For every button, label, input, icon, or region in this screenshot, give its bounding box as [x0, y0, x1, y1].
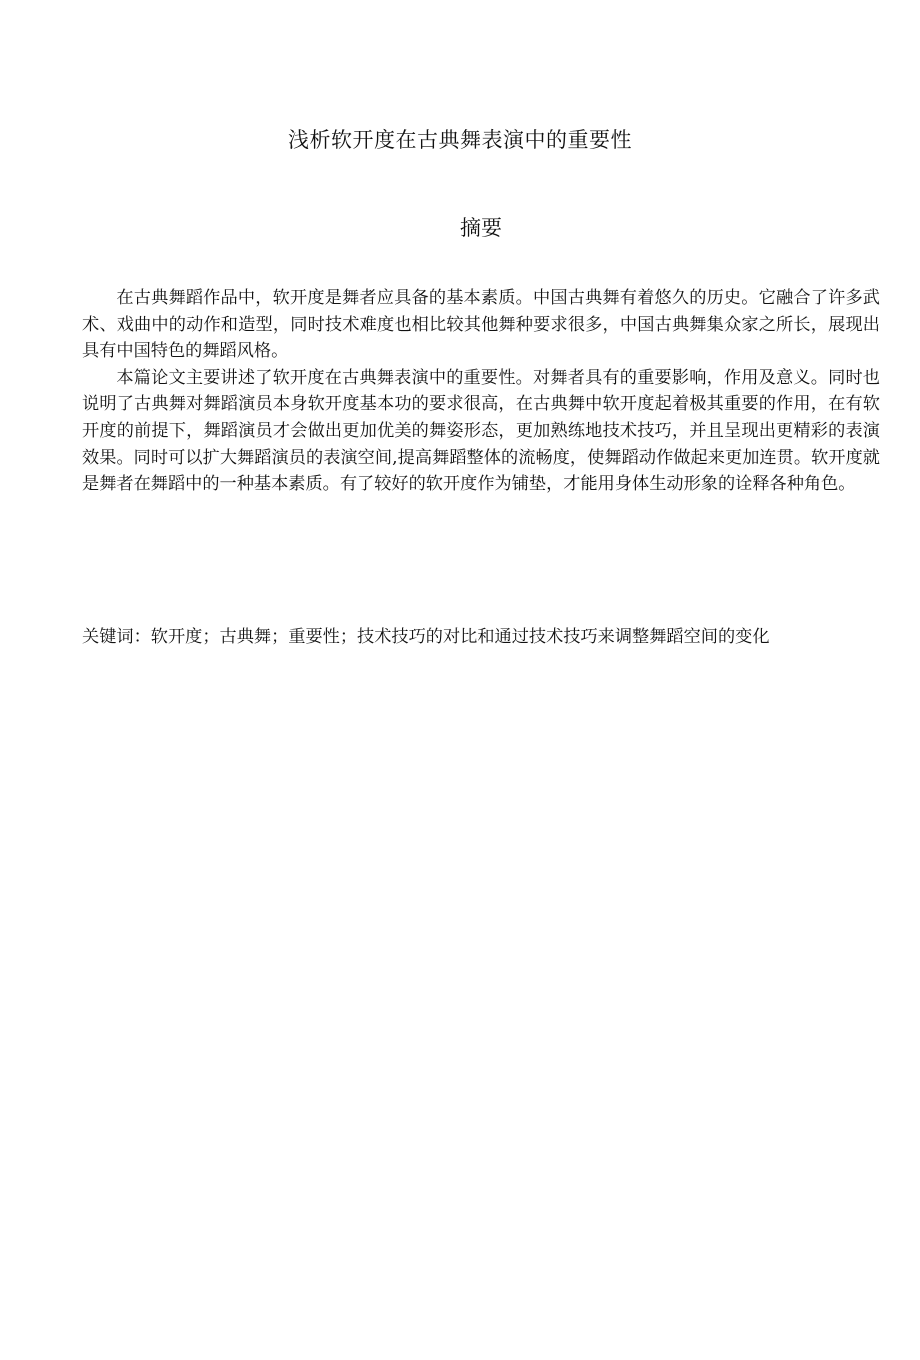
abstract-paragraph-2: 本篇论文主要讲述了软开度在古典舞表演中的重要性。对舞者具有的重要影响，作用及意义。同时也说明了古典舞对舞蹈演员本身软开度基本功的要求很高，在古典舞中软开度起着极其重要的作用，在有软开度的前提下，舞蹈演员才会做出更加优美的舞姿形态，更加熟练地技术技巧，并且呈现出更精彩的表演效果。同时可以扩大舞蹈演员的表演空间,提高舞蹈整体的流畅度，使舞蹈动作做起来更加连贯。软开度就是舞者在舞蹈中的一种基本素质。有了较好的软开度作为铺垫，才能用身体生动形象的诠释各种角色。 [82, 367, 880, 495]
abstract-heading: 摘要 [460, 216, 502, 240]
keywords-line: 关键词：软开度；古典舞；重要性；技术技巧的对比和通过技术技巧来调整舞蹈空间的变化 [82, 627, 770, 647]
abstract-body [82, 285, 880, 498]
abstract-paragraph-1: 在古典舞蹈作品中，软开度是舞者应具备的基本素质。中国古典舞有着悠久的历史。它融合了许多武术、戏曲中的动作和造型，同时技术难度也相比较其他舞种要求很多，中国古典舞集众家之所长，展现出具有中国特色的舞蹈风格。 [82, 288, 880, 362]
document-title: 浅析软开度在古典舞表演中的重要性 [288, 128, 632, 152]
